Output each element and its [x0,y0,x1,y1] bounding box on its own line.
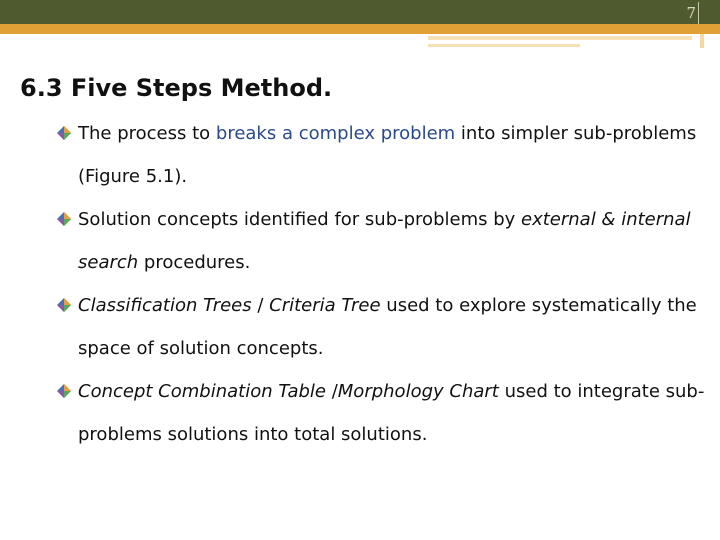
header-accent-tick [700,34,704,48]
bullet-text: procedures. [138,252,251,273]
diamond-bullet-icon [56,383,72,399]
slide-title: 6.3 Five Steps Method. [20,74,333,102]
bullet-item [56,112,716,198]
bullet-text: into simpler sub-problems (Figure 5.1). [78,123,697,187]
diamond-bullet-icon [56,125,72,141]
bullet-list [56,112,716,456]
bullet-text: / [325,381,338,402]
bullet-text: Solution concepts identified for sub-problems by [78,209,522,230]
header-accent-stripe [428,44,580,47]
diamond-bullet-icon [56,297,72,313]
header-accent-band [0,24,720,34]
bullet-text: The process to [78,123,216,144]
header-band [0,0,720,24]
bullet-text: used to integrate sub-problems solutions into total solutions. [78,381,705,445]
bullet-emphasis: Concept Combination Table [78,381,326,402]
page-number-divider [698,2,699,24]
bullet-emphasis: Classification Trees [78,295,252,316]
bullet-text: / [251,295,270,316]
header-accent-stripe [428,36,692,40]
bullet-item [56,284,716,370]
bullet-text: used to explore systematically the space of solution concepts. [78,295,697,359]
bullet-emphasis: Morphology Chart [337,381,499,402]
slide-number: 7 [686,4,696,22]
bullet-emphasis: Criteria Tree [269,295,381,316]
bullet-item [56,198,716,284]
bullet-emphasis: external & internal search [78,209,691,273]
bullet-highlight: breaks a complex problem [215,123,456,144]
bullet-item [56,370,716,456]
diamond-bullet-icon [56,211,72,227]
